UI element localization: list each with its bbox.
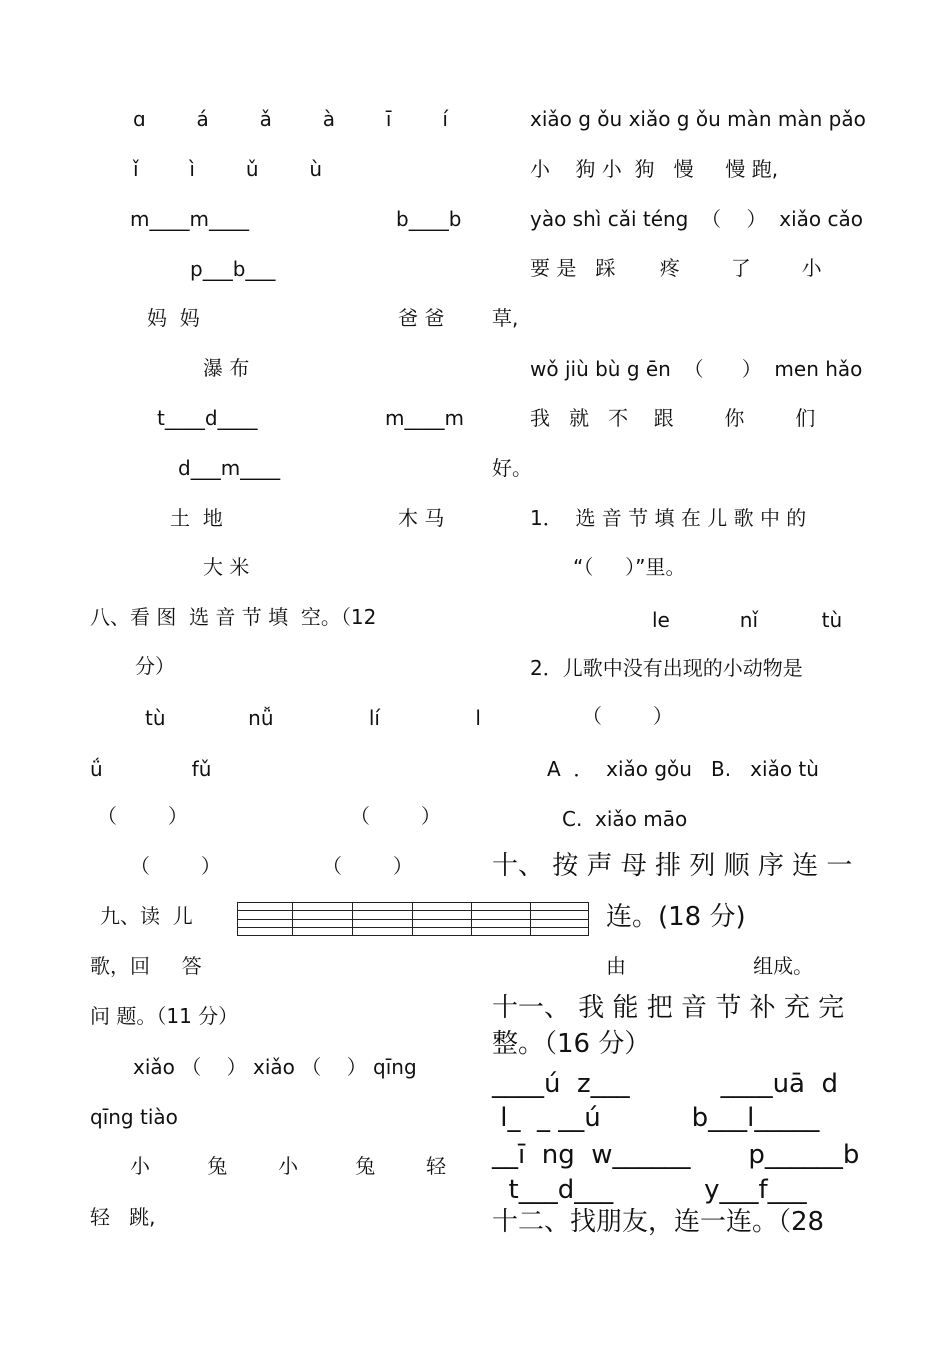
fill-row-1: ____ú z___ ____uā d	[492, 1069, 839, 1099]
answer-paren-4: （ ）	[322, 854, 413, 878]
word-muma: 木 马	[398, 506, 445, 530]
grid-divider	[471, 903, 472, 935]
section-11-title: 十一、 我 能 把 音 节 补 充 完	[492, 993, 845, 1023]
poem-right-pinyin-1: xiǎo g ǒu xiǎo g ǒu màn màn pǎo	[530, 107, 866, 131]
poem-right-line-2: 要 是 踩 疼 了 小	[530, 256, 822, 280]
poem-right-line-3: 我 就 不 跟 你 们	[530, 406, 816, 430]
section-9-continued-1: 歌，回 答	[90, 954, 202, 978]
answer-paren-2: （ ）	[350, 804, 441, 828]
question-1: 1． 选 音 节 填 在 儿 歌 中 的	[530, 506, 807, 530]
grid-divider	[412, 903, 413, 935]
poem-right-line-1: 小 狗 小 狗 慢 慢 跑,	[530, 157, 779, 181]
pinyin-writing-grid	[237, 902, 589, 936]
fill-row-3: __ī ng w______ p______b	[492, 1140, 860, 1170]
question-2: 2．儿歌中没有出现的小动物是	[530, 656, 803, 680]
section-12-title: 十二、找朋友，连一连。（28	[492, 1207, 825, 1237]
grid-divider	[352, 903, 353, 935]
vowel-row-2: ǐ ì ǔ ù	[133, 157, 323, 181]
word-baba: 爸 爸	[398, 306, 445, 330]
section-10-continued: 连。(18 分)	[606, 902, 746, 932]
poem-line-1: 小 兔 小 兔 轻	[130, 1154, 447, 1178]
blank-p-b: p___b___	[190, 257, 276, 281]
section-9-title: 九、读 儿	[100, 904, 193, 928]
grid-divider	[530, 903, 531, 935]
fill-row-2: l_ _ __ú b___l_____	[492, 1103, 820, 1133]
grid-line	[238, 919, 588, 920]
grid-line	[238, 910, 588, 911]
blank-t-d: t____d____	[157, 406, 258, 430]
question-2-blank: （ ）	[582, 704, 673, 728]
section-8-syllables-1: tù nǚ lí l	[145, 706, 481, 730]
poem-line-2: 轻 跳,	[90, 1205, 156, 1229]
section-8-title: 八、看 图 选 音 节 填 空。（12	[90, 605, 377, 629]
section-10-title: 十、 按 声 母 排 列 顺 序 连 一	[492, 851, 853, 881]
question-2-option-c: C. xiǎo māo	[562, 807, 688, 831]
grid-line	[238, 927, 588, 928]
answer-paren-3: （ ）	[130, 854, 221, 878]
blank-m-m: m____m____	[130, 207, 249, 231]
word-dami: 大 米	[203, 555, 250, 579]
blank-b-b: b____b	[396, 207, 462, 231]
question-1-options: le nǐ tù	[652, 608, 843, 632]
word-pubu: 瀑 布	[203, 356, 250, 380]
question-2-options-ab: A ． xiǎo gǒu B. xiǎo tù	[547, 757, 819, 781]
poem-right-pinyin-3: wǒ jiù bù g ēn （ ） men hǎo	[530, 357, 863, 381]
section-8-syllables-2: ǘ fǔ	[90, 757, 212, 781]
poem-right-line-3b: 好。	[492, 456, 532, 480]
section-8-score: 分）	[135, 654, 175, 678]
question-1-blank: “（ ）”里。	[573, 555, 686, 579]
section-10-consist-line: 由 组成。	[606, 954, 814, 978]
poem-right-pinyin-2: yào shì cǎi téng （ ） xiǎo cǎo	[530, 207, 863, 231]
vowel-row-1: ɑ á ǎ à ī í	[133, 107, 448, 131]
word-tudi: 土 地	[170, 506, 223, 530]
poem-pinyin-1: xiǎo （ ） xiǎo （ ） qīng	[133, 1055, 417, 1079]
blank-d-m: d___m____	[178, 456, 281, 480]
grid-divider	[292, 903, 293, 935]
poem-pinyin-2: qīng tiào	[90, 1105, 178, 1129]
section-9-continued-2: 问 题。（11 分）	[90, 1004, 239, 1028]
blank-m-m-2: m____m	[385, 406, 464, 430]
fill-row-4: t___d___ y___f___	[492, 1175, 807, 1205]
answer-paren-1: （ ）	[97, 804, 188, 828]
word-mama: 妈 妈	[147, 306, 200, 330]
poem-right-line-2b: 草,	[492, 306, 519, 330]
section-11-continued: 整。（16 分）	[492, 1029, 651, 1059]
